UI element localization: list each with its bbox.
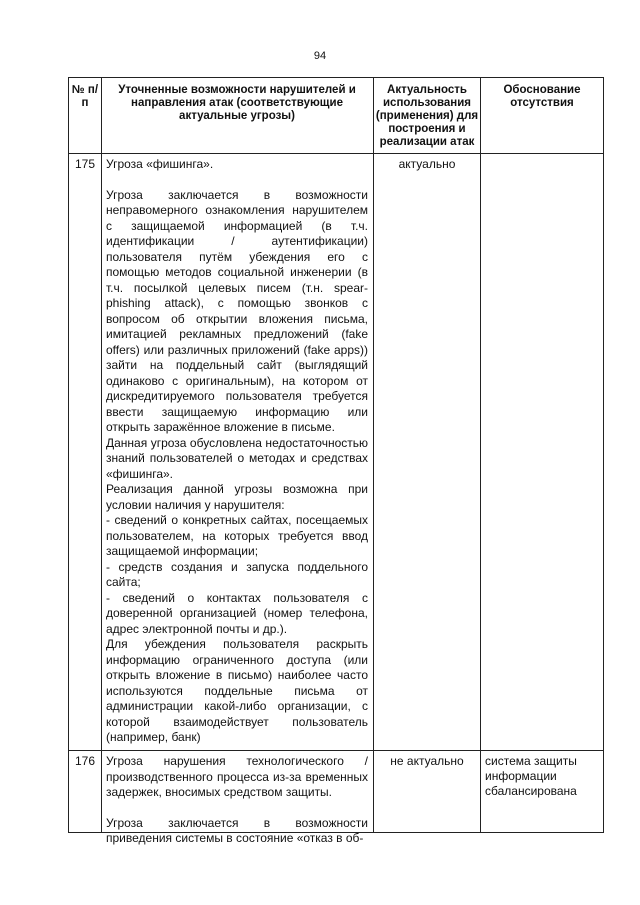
- column-divider: [101, 78, 102, 832]
- threat-title: Угроза нарушения технологического / производственного процесса из-за временных задержек, вносимых средством защиты.: [106, 754, 368, 799]
- relevance-value: не актуально: [390, 754, 464, 768]
- row-divider: [69, 750, 603, 751]
- row-number: 176: [74, 754, 96, 768]
- header-justification: Обоснование отсутствия: [503, 84, 581, 109]
- threat-paragraph: - сведений о контактах пользователя с доверенной организацией (номер телефона, адрес электронной почты и др.).: [106, 590, 368, 636]
- threat-paragraph: Данная угроза обусловлена недостаточностью знаний пользователей о методах и средствах «фишинга».: [106, 435, 368, 481]
- page-number: 94: [313, 50, 327, 62]
- threat-description: [106, 157, 368, 746]
- threats-table: [68, 77, 604, 845]
- threat-paragraph: Реализация данной угрозы возможна при условии наличия у нарушителя:: [106, 482, 368, 512]
- threat-paragraph: Угроза заключается в возможности приведения системы в состояние «отказ в об-: [106, 815, 368, 845]
- relevance-value: актуально: [398, 157, 456, 171]
- threat-description: [106, 754, 368, 847]
- column-divider: [373, 78, 374, 832]
- header-num: № п/п: [71, 84, 99, 109]
- threat-title: Угроза «фишинга».: [106, 157, 214, 171]
- column-divider: [480, 78, 481, 832]
- threat-paragraph: Угроза заключается в возможности неправомерного ознакомления нарушителем с защищаемой информацией (в т.ч. идентификации / аутентификации) пользователя путём убеждения его с помощью методов социальной инженерии (в т.ч. посылкой целевых писем (т.н. spear-phishing attack), с помощью звонков с вопросом об открытии вложения письма, имитацией рекламных предложений (fake offers) или различных приложений (fake apps)) зайти на поддельный сайт (выглядящий одинаково с оригинальным), на котором от дискредитируемого пользователя требуется ввести защищаемую информацию или открыть заражённое вложение в письме.: [106, 187, 368, 434]
- threat-paragraph: Для убеждения пользователя раскрыть информацию ограниченного доступа (или открыть вложение в письмо) наиболее часто используются поддельные письма от администрации какой-либо организации, с которой взаимодействует пользователь (например, банк): [106, 637, 368, 744]
- header-threat: Уточненные возможности нарушителей и направления атак (соответствующие актуальные угрозы): [118, 84, 356, 122]
- justification-value: система защиты информации сбалансирована: [485, 754, 577, 798]
- threat-paragraph: - средств создания и запуска поддельного сайта;: [106, 559, 368, 589]
- row-number: 175: [74, 157, 96, 171]
- header-divider: [69, 153, 603, 154]
- threat-paragraph: - сведений о конкретных сайтах, посещаемых пользователем, на которых требуется ввод защищаемой информации;: [106, 513, 368, 558]
- header-relevance: Актуальность использования (применения) для построения и реализации атак: [375, 84, 479, 148]
